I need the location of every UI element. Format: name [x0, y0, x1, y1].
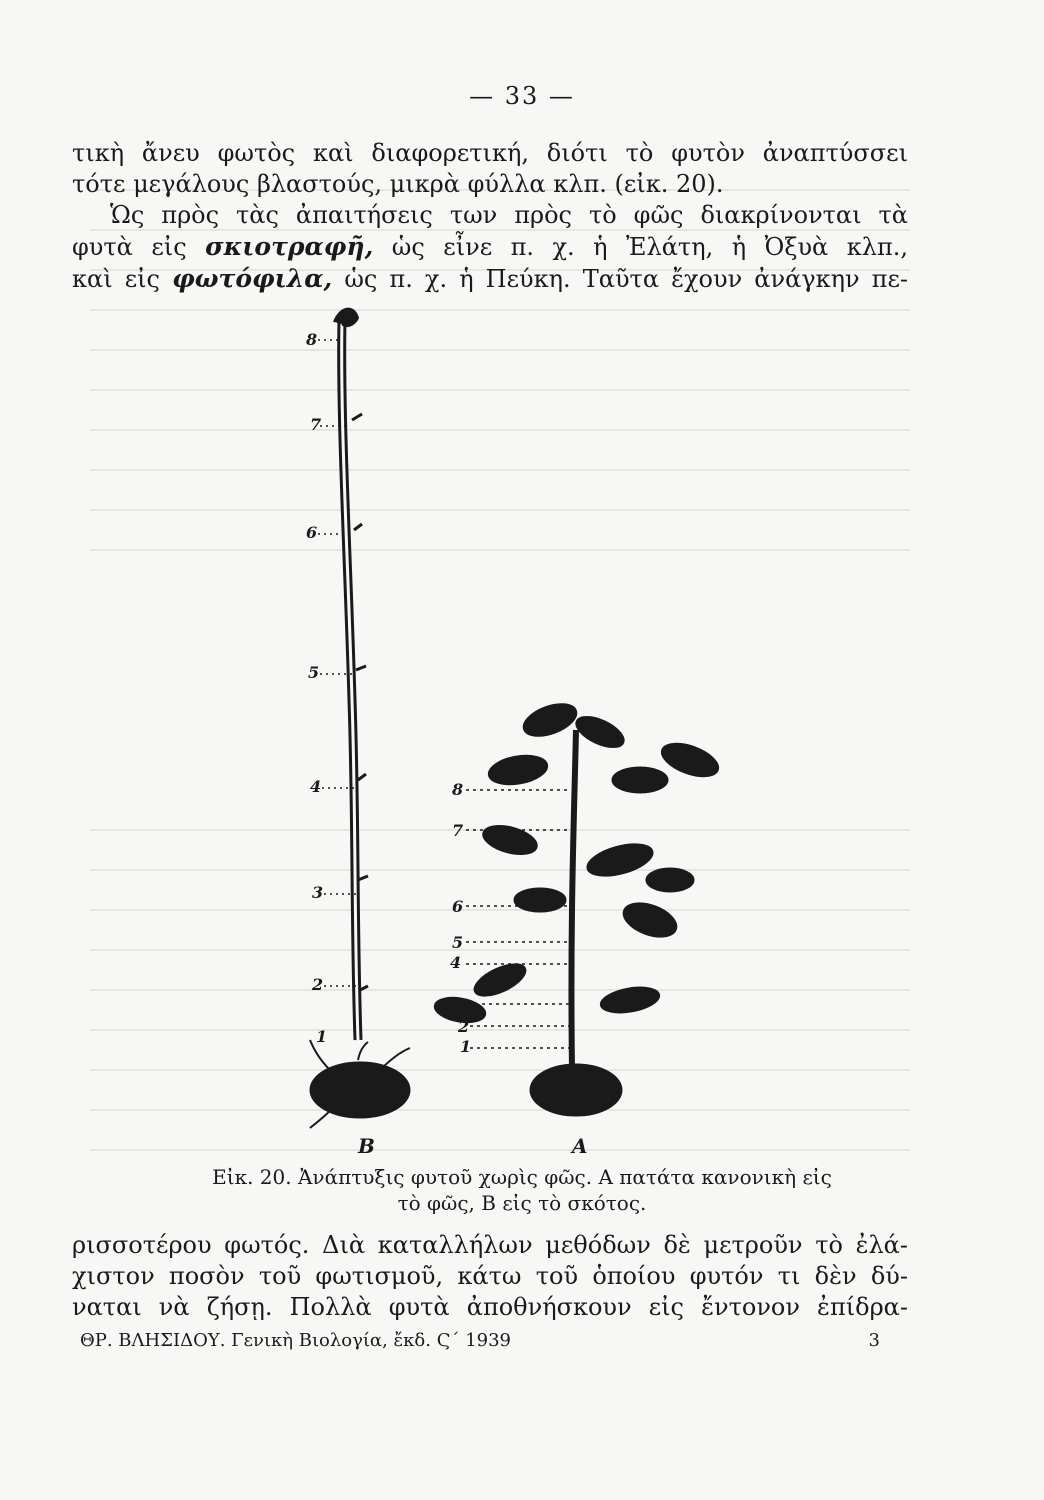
footer-citation: ΘΡ. ΒΛΗΣΙΔΟΥ. Γενικὴ Βιολογία, ἔκδ. Ϛ΄ 1939: [80, 1330, 511, 1351]
stem-number: 4: [450, 953, 462, 972]
stem-number: 7: [310, 415, 322, 434]
text-line: τότε μεγάλους βλαστούς, μικρὰ φύλλα κλπ. (εἰκ. 20).: [72, 170, 724, 198]
paragraph-top: [72, 138, 908, 295]
text-line: φυτὰ εἰς σκιοτραφῆ, ὡς εἶνε π. χ. ἡ Ἐλάτη, ἡ Ὀξυὰ κλπ.,: [72, 232, 908, 261]
stem-number: 8: [452, 780, 464, 799]
stem-number: 3: [312, 883, 324, 902]
page-number: — 33 —: [469, 82, 575, 110]
stem-number: 1: [316, 1027, 328, 1046]
stem-number: 7: [452, 821, 464, 840]
text-line: ρισσοτέρου φωτός. Διὰ καταλλήλων μεθόδων δὲ μετροῦν τὸ ἐλά-: [72, 1231, 908, 1259]
plant-b-etiolated: [310, 309, 410, 1128]
paragraph-bottom: [72, 1230, 908, 1323]
stem-number: 6: [452, 897, 464, 916]
emphasis-term: σκιοτραφῆ,: [205, 232, 374, 261]
stem-number: 4: [310, 777, 322, 796]
figure-label-a: A: [572, 1134, 588, 1158]
text-line: Ὡς πρὸς τὰς ἀπαιτήσεις των πρὸς τὸ φῶς διακρίνονται τὰ: [110, 201, 908, 229]
text-line: ναται νὰ ζήσῃ. Πολλὰ φυτὰ ἀποθνήσκουν εἰς ἔντονον ἐπίδρα-: [72, 1293, 908, 1321]
stem-number: 2: [458, 1017, 470, 1036]
text-line: τικὴ ἄνευ φωτὸς καὶ διαφορετική, διότι τὸ φυτὸν ἀναπτύσσει: [72, 139, 908, 167]
stem-number: 3: [454, 995, 466, 1014]
plant-illustration: [270, 300, 790, 1150]
figure-caption-line: Εἰκ. 20. Ἀνάπτυξις φυτοῦ χωρὶς φῶς. Α πατάτα κανονικὴ εἰς: [212, 1165, 832, 1189]
stem-number: 1: [460, 1037, 472, 1056]
stem-number: 8: [306, 330, 318, 349]
text-line: χιστον ποσὸν τοῦ φωτισμοῦ, κάτω τοῦ ὁποίου φυτόν τι δὲν δύ-: [72, 1262, 908, 1290]
text-line: καὶ εἰς φωτόφιλα, ὡς π. χ. ἡ Πεύκη. Ταῦτα ἔχουν ἀνάγκην πε-: [72, 264, 908, 293]
emphasis-term: φωτόφιλα,: [172, 264, 333, 293]
stem-number: 5: [452, 933, 464, 952]
figure-caption-line: τὸ φῶς, Β εἰς τὸ σκότος.: [397, 1191, 647, 1215]
figure-label-b: B: [358, 1134, 375, 1158]
stem-number: 5: [308, 663, 320, 682]
page-footer: [80, 1330, 880, 1351]
stem-number: 6: [306, 523, 318, 542]
stem-number: 2: [312, 975, 324, 994]
footer-signature-number: 3: [868, 1330, 880, 1351]
